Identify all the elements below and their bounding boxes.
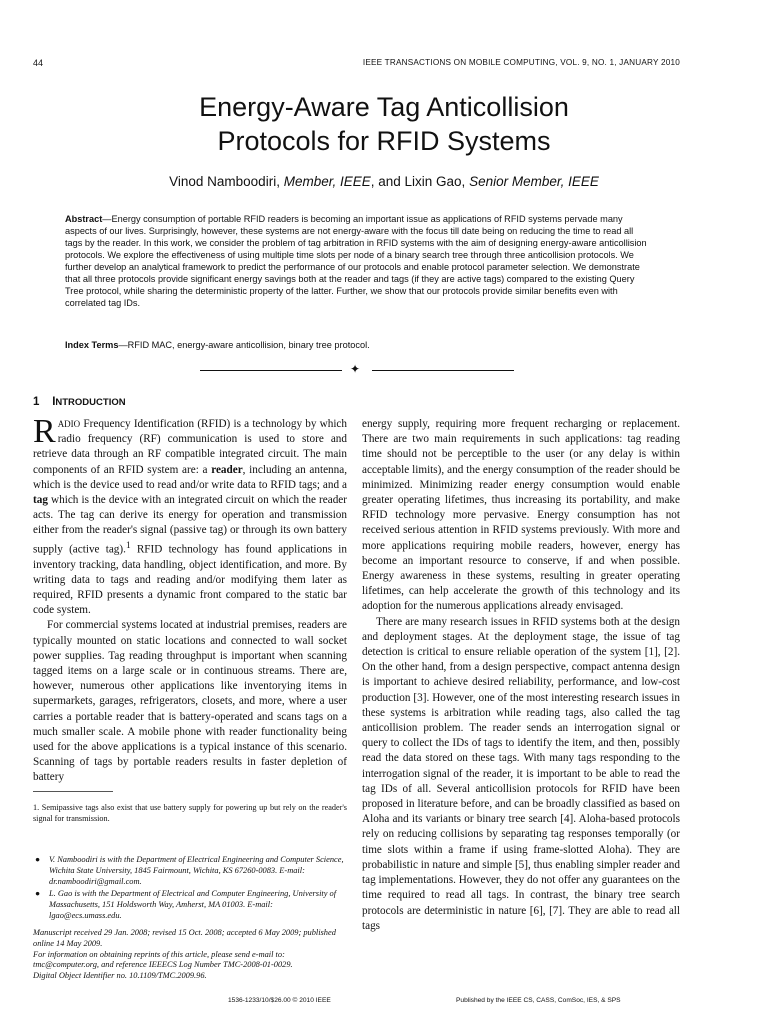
text-run: which is the device with an integrated circuit on which the reader acts. The tag can derive its energy for operation and transmission either from the reader's signal (passive tag) or through its own battery supply (active tag). (33, 494, 347, 556)
left-column (33, 413, 347, 786)
manuscript-info (33, 928, 347, 982)
footnote: 1. Semipassive tags also exist that use battery supply for powering up but rely on the reader's signal for transmission. (33, 803, 347, 823)
reprint-info: For information on obtaining reprints of this article, please send e-mail to: tmc@computer.org, and reference IEEECS Log Number TMC-2008-01-0029. (33, 949, 293, 970)
author-list (60, 174, 708, 189)
affiliation-text: L. Gao is with the Department of Electrical and Computer Engineering, University of Massachusetts, 151 Holdsworth Way, Amherst, MA 01003. E-mail: lgao@ecs.umass.edu. (49, 889, 337, 920)
drop-cap: R (33, 413, 56, 450)
manuscript-dates: Manuscript received 29 Jan. 2008; revised 15 Oct. 2008; accepted 6 May 2009; published online 14 May 2009. (33, 928, 336, 948)
author-conjunction: , and Lixin Gao, (370, 174, 470, 189)
text-run: Frequency Identification (RFID) is a technology by which radio frequency (RF) communication is used to store and retrieve data through an RF compatible integrated circuit. The main components of an RFID system are: a (33, 418, 347, 476)
intro-paragraph-4: There are many research issues in RFID systems both at the design and deployment stages. At the deployment stage, the issue of tag detection is critical to ensure reliable operation of the system [1], [2]. On the other hand, from a design perspective, compact antenna design is important to achieve desired reliability, performance, and low-cost production [3]. However, one of the most interesting research issues in these systems is arbitration while reading tags, also called the tag anticollision problem. The reader sends an interrogation signal or query to collect the IDs of tags to identify the item, and then, possibly read the data stored on these tags. With many tags responding to the interrogation signal of the reader, it is important to be able to read the tag IDs of all. Several anticollision protocols for RFID have been proposed in literature before, and can be broadly classified as based on Aloha and its variants or binary tree search [4]. Aloha-based protocols rely on reducing collisions by separating tag responses temporally (or time slots within a frame if using frame-slotted Aloha). They are probabilistic in nature and simple [5], thus enabling simpler reader and tag implementations. However, they do not offer any guarantees on the time required to read all tags. In contrast, the binary tree search protocols are deterministic in nature [6], [7]. They are able to read all tags (362, 615, 680, 932)
affiliations (33, 855, 347, 924)
drop-cap-smallcaps: ADIO (57, 419, 81, 429)
right-column (362, 417, 680, 934)
affiliation-item (33, 889, 347, 921)
section-divider (200, 362, 540, 376)
bullet-icon: ● (35, 855, 41, 864)
abstract-text: —Energy consumption of portable RFID readers is becoming an important issue as applications of RFID systems pervade many aspects of our lives. Surprisingly, however, these systems are not energy-aware with the focus till date being on reducing the time to read all tags by the reader. In this work, we consider the problem of tag arbitration in RFID systems with the aim of designing energy-aware anticollision protocols. We explore the effectiveness of using multiple time slots per node of a binary search tree through three anticollision protocols. We further develop an analytical framework to predict the performance of our protocols and enable protocol parameter selection. We demonstrate that all three protocols provide significant energy savings both at the reader and tags (if they are active tags) compared to the existing Query Tree protocol, while sharing the deterministic property of the latter. Further, we show that our protocols provide similar benefits even with correlated tag IDs. (65, 214, 647, 309)
index-terms-label: Index Terms (65, 340, 119, 350)
title-line-2: Protocols for RFID Systems (217, 126, 551, 156)
divider-line-right (372, 370, 514, 371)
footnote-ref-1[interactable]: 1 (125, 540, 131, 551)
affiliation-item (33, 855, 347, 887)
footnote-separator (33, 791, 113, 792)
section-title-rest: NTRODUCTION (55, 397, 126, 408)
intro-paragraph-2: For commercial systems located at industrial premises, readers are typically mounted on static locations and connected to wall socket power supplies. Tag reading throughput is important when scanning tagged items on a large scale or in continuous streams. There are, however, numerous other applications like inventorying items in supermarkets, garages, refrigerators, closets, and more, where a user carries a portable reader that is battery-operated and scans tags on a much smaller scale. A mobile phone with reader functionality being used for the above applications is a typical instance of this scenario. Scanning of tags by portable readers results in faster depletion of battery (33, 619, 347, 784)
abstract (65, 213, 651, 309)
copyright-footer: 1536-1233/10/$26.00 © 2010 IEEE (228, 997, 331, 1004)
section-number: 1 (33, 396, 40, 408)
title-line-1: Energy-Aware Tag Anticollision (199, 92, 569, 122)
doi: Digital Object Identifier no. 10.1109/TMC.2009.96. (33, 971, 207, 981)
term-tag: tag (33, 494, 48, 507)
section-title-first: I (52, 396, 56, 408)
publisher-footer: Published by the IEEE CS, CASS, ComSoc, IES, & SPS (456, 997, 621, 1004)
abstract-label: Abstract (65, 214, 103, 224)
divider-line-left (200, 370, 342, 371)
index-terms-text: —RFID MAC, energy-aware anticollision, binary tree protocol. (118, 340, 370, 350)
bullet-icon: ● (35, 889, 41, 899)
author-1-role: Member, IEEE (283, 174, 371, 189)
affiliation-text: V. Namboodiri is with the Department of Electrical Engineering and Computer Science, Wichita State University, 1845 Fairmount, Wichita, KS 67260-0083. E-mail: dr.namboodiri@gmail.com. (49, 855, 344, 886)
intro-paragraph-1 (33, 413, 347, 618)
index-terms (65, 340, 651, 350)
text-run: RFID technology has found applications in inventory tracking, data handling, object identification, and more. By writing data to tags and reading and/or modifying them later as required, RFID presents a dynamic front compared to the static bar code system. (33, 543, 347, 617)
author-2-role: Senior Member, IEEE (469, 174, 599, 189)
paper-title (60, 90, 708, 158)
page-number: 44 (33, 58, 44, 68)
text-run: , including an antenna, which is the device used to read and/or write data to RFID tags; and a (33, 463, 347, 491)
running-header: IEEE TRANSACTIONS ON MOBILE COMPUTING, VOL. 9, NO. 1, JANUARY 2010 (362, 58, 680, 67)
author-1-name: Vinod Namboodiri, (169, 174, 284, 189)
section-heading (33, 396, 126, 408)
term-reader: reader (211, 463, 243, 476)
intro-paragraph-3: energy supply, requiring more frequent recharging or replacement. There are two main requirements in such applications: tag reading time should not be perceptible to the user (or any delay is within acceptable limits), and the energy consumption of the reader should be minimized. Minimizing reader energy consumption would enable greater operating lifetimes, thus increasing its portability, and make RFID technology more pervasive. Energy consumption has not received serious attention in RFID systems previously. With more and more applications requiring mobile readers, however, energy has become an important resource to conserve, if and when possible. Energy awareness in these systems, resulting in greater operating lifetimes, can help accelerate the growth of this technology and its adoption for the numerous applications already envisaged. (362, 418, 680, 613)
divider-diamond-icon: ✦ (350, 362, 361, 376)
